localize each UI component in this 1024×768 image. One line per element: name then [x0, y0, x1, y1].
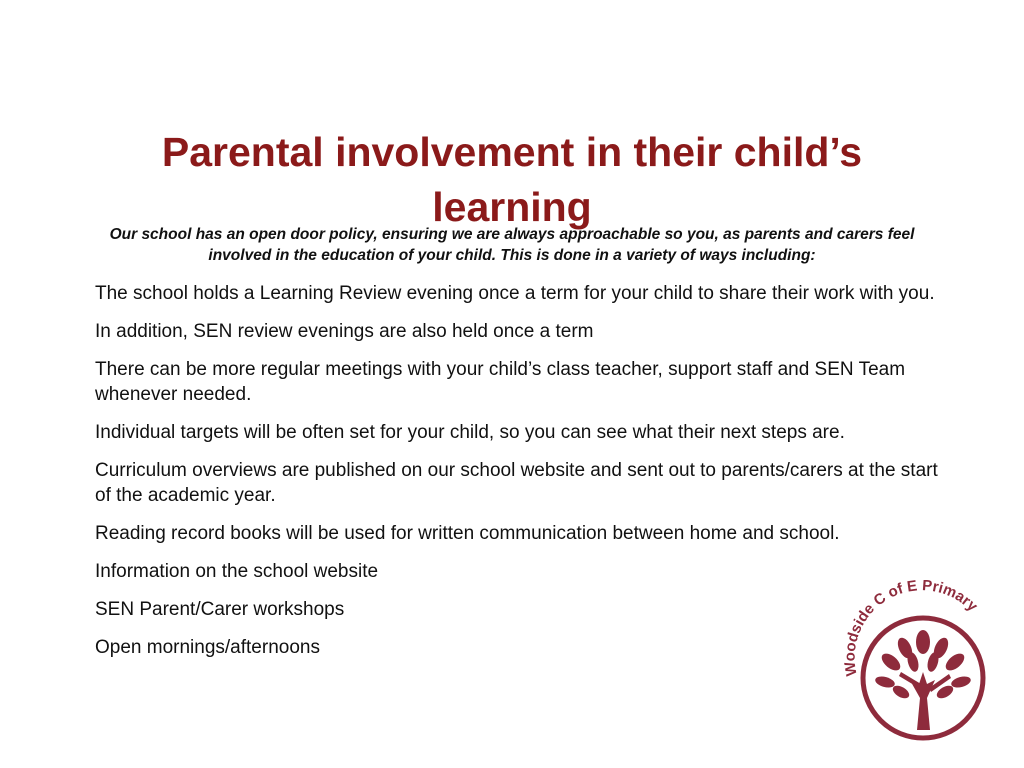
logo-text-path: Woodside C of E Primary	[841, 580, 981, 678]
list-item: SEN Parent/Carer workshops	[95, 599, 345, 620]
list-item: There can be more regular meetings with your child’s class teacher, support staff and SEN Team whenever needed.	[95, 359, 906, 405]
title-line-1: Parental involvement in their child’s	[161, 129, 863, 176]
list-item: The school holds a Learning Review evening once a term for your child to share their work with you.	[95, 283, 935, 304]
list-item: Information on the school website	[95, 561, 379, 582]
list-item: In addition, SEN review evenings are also held once a term	[95, 321, 594, 342]
list-item: Open mornings/afternoons	[95, 637, 320, 658]
tree-logo-icon	[863, 618, 983, 738]
page-title	[60, 125, 964, 235]
title-line-2: learning	[432, 184, 592, 231]
school-logo	[835, 580, 1005, 750]
list-item: Reading record books will be used for written communication between home and school.	[95, 523, 840, 544]
intro-line-2: involved in the education of your child. This is done in a variety of ways including:	[208, 247, 816, 264]
intro-text	[40, 224, 984, 266]
list-item: Curriculum overviews are published on our school website and sent out to parents/carers at the start of the academic year.	[95, 460, 938, 506]
list-item: Individual targets will be often set for your child, so you can see what their next steps are.	[95, 422, 845, 443]
intro-line-1: Our school has an open door policy, ensuring we are always approachable so you, as parents and carers feel	[109, 226, 915, 243]
involvement-list	[95, 281, 955, 673]
